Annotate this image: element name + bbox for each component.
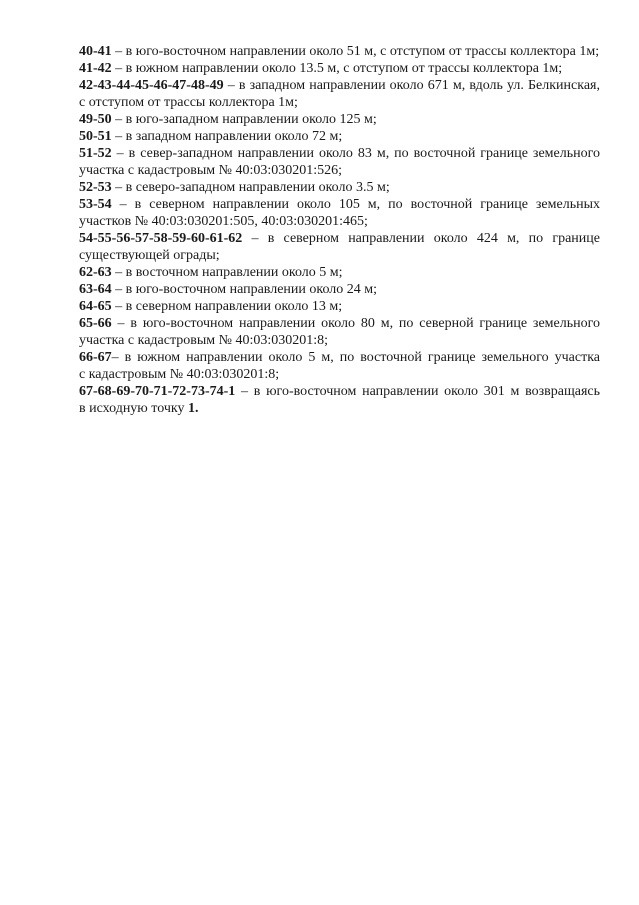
point-range-label: 49-50 (79, 112, 112, 127)
boundary-text: – в западном направлении около 671 м, вдоль ул. Белкинская, (223, 78, 600, 93)
boundary-line (79, 94, 600, 111)
boundary-line (79, 281, 600, 298)
point-range-label: 66-67 (79, 350, 112, 365)
point-range-label: 62-63 (79, 265, 112, 280)
boundary-line (79, 77, 600, 94)
boundary-line (79, 196, 600, 213)
boundary-text: в исходную точку (79, 401, 188, 416)
boundary-line (79, 128, 600, 145)
point-range-label: 53-54 (79, 197, 112, 212)
boundary-text: – в западном направлении около 72 м; (111, 129, 343, 144)
boundary-text: – в северном направлении около 424 м, по границе (242, 231, 600, 246)
boundary-line (79, 247, 600, 264)
closing-point-label: 1. (188, 401, 199, 416)
boundary-line (79, 60, 600, 77)
boundary-text: участка с кадастровым № 40:03:030201:526; (79, 163, 343, 178)
point-range-label: 64-65 (79, 299, 112, 314)
boundary-line (79, 111, 600, 128)
boundary-text: – в юго-восточном направлении около 301 м возвращаясь (235, 384, 600, 399)
boundary-text: – в северном направлении около 13 м; (111, 299, 343, 314)
boundary-text: участков № 40:03:030201:505, 40:03:030201:465; (79, 214, 368, 229)
point-range-label: 63-64 (79, 282, 112, 297)
boundary-text: с отступом от трассы коллектора 1м; (79, 95, 298, 110)
boundary-text: с кадастровым № 40:03:030201:8; (79, 367, 280, 382)
boundary-text: – в север-западном направлении около 83 м, по восточной границе земельного (111, 146, 600, 161)
point-range-label: 42-43-44-45-46-47-48-49 (79, 78, 224, 93)
boundary-line (79, 332, 600, 349)
boundary-line (79, 400, 600, 417)
boundary-line (79, 43, 600, 60)
boundary-line (79, 162, 600, 179)
boundary-line (79, 298, 600, 315)
point-range-label: 41-42 (79, 61, 112, 76)
point-range-label: 40-41 (79, 44, 112, 59)
boundary-text: – в северо-западном направлении около 3.5 м; (111, 180, 390, 195)
point-range-label: 54-55-56-57-58-59-60-61-62 (79, 231, 243, 246)
boundary-text: – в юго-западном направлении около 125 м; (111, 112, 377, 127)
boundary-line (79, 383, 600, 400)
boundary-line (79, 349, 600, 366)
boundary-text: существующей ограды; (79, 248, 220, 263)
boundary-line (79, 179, 600, 196)
boundary-text: – в восточном направлении около 5 м; (111, 265, 343, 280)
boundary-text: участка с кадастровым № 40:03:030201:8; (79, 333, 329, 348)
boundary-text: – в северном направлении около 105 м, по восточной границе земельных (111, 197, 600, 212)
boundary-text: – в юго-восточном направлении около 51 м, с отступом от трассы коллектора 1м; (111, 44, 600, 59)
boundary-description-list (79, 43, 600, 417)
point-range-label: 50-51 (79, 129, 112, 144)
boundary-line (79, 145, 600, 162)
boundary-line (79, 264, 600, 281)
point-range-label: 65-66 (79, 316, 112, 331)
point-range-label: 52-53 (79, 180, 112, 195)
boundary-line (79, 213, 600, 230)
point-range-label: 67-68-69-70-71-72-73-74-1 (79, 384, 236, 399)
boundary-line (79, 315, 600, 332)
boundary-text: – в юго-восточном направлении около 24 м; (111, 282, 378, 297)
boundary-line (79, 230, 600, 247)
point-range-label: 51-52 (79, 146, 112, 161)
boundary-text: – в юго-восточном направлении около 80 м, по северной границе земельного (111, 316, 600, 331)
boundary-line (79, 366, 600, 383)
boundary-text: – в южном направлении около 5 м, по восточной границе земельного участка (111, 350, 600, 365)
boundary-text: – в южном направлении около 13.5 м, с отступом от трассы коллектора 1м; (111, 61, 563, 76)
